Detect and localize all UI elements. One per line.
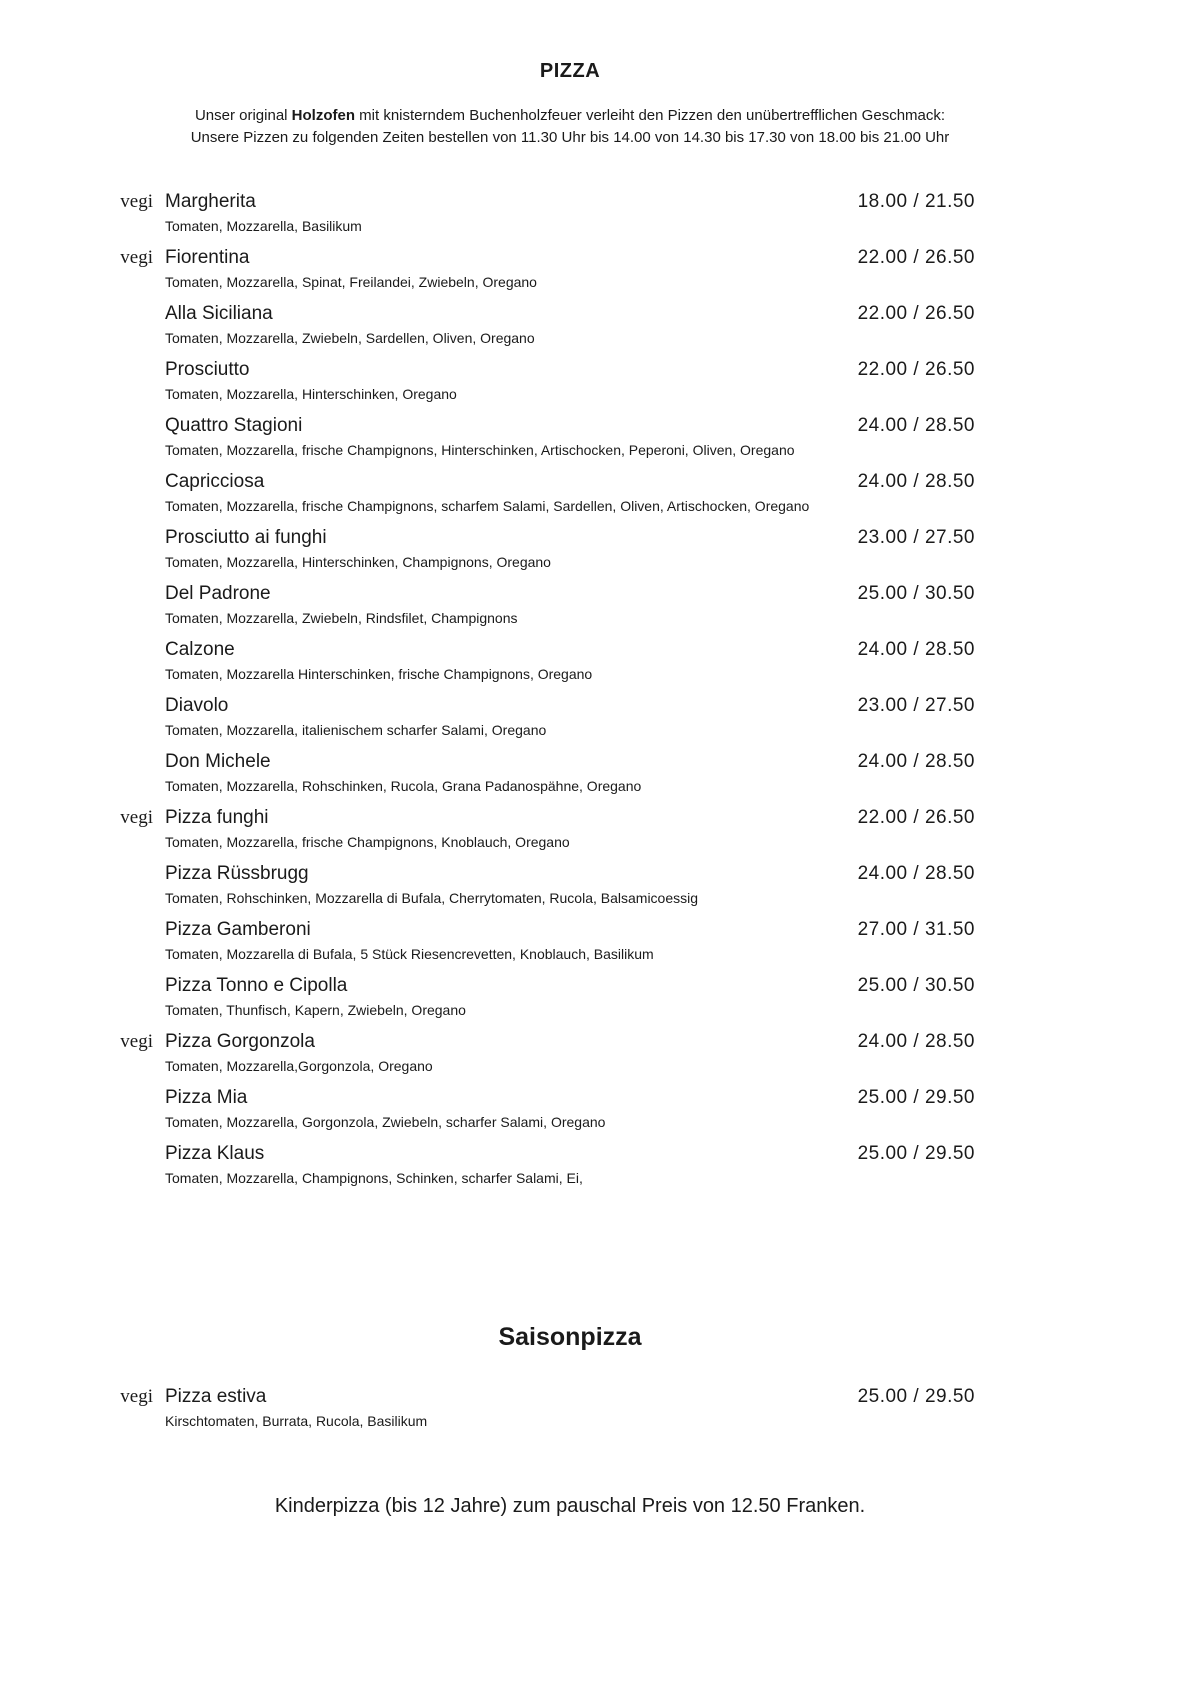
item-header-row: [165, 861, 975, 887]
item-name: Del Padrone: [165, 583, 271, 604]
item-price: 22.00 / 26.50: [857, 359, 975, 380]
item-price: 22.00 / 26.50: [857, 303, 975, 324]
item-header-row: [165, 973, 975, 999]
item-name: Pizza estiva: [165, 1386, 267, 1407]
item-ingredients: Tomaten, Mozzarella, italienischem scharfer Salami, Oregano: [165, 722, 547, 738]
item-ingredients: Tomaten, Mozzarella, Gorgonzola, Zwiebeln, scharfer Salami, Oregano: [165, 1114, 606, 1130]
menu-item: [120, 1384, 975, 1430]
item-ingredients: Tomaten, Mozzarella Hinterschinken, frische Champignons, Oregano: [165, 666, 593, 682]
item-header-row: [165, 693, 975, 719]
item-ingredients: Tomaten, Mozzarella, Zwiebeln, Sardellen, Oliven, Oregano: [165, 330, 535, 346]
item-header-row: [165, 525, 975, 551]
menu-item: [165, 637, 975, 683]
menu-item: [165, 693, 975, 739]
menu-item: [165, 917, 975, 963]
item-header-row: [165, 1384, 975, 1410]
item-ingredients: Tomaten, Mozzarella, Rohschinken, Rucola, Grana Padanospähne, Oregano: [165, 778, 642, 794]
menu-item: [120, 1029, 975, 1075]
menu-item: [165, 749, 975, 795]
intro-line-1: [165, 105, 975, 127]
item-header-row: [165, 917, 975, 943]
pizza-list: [120, 189, 975, 1187]
menu-item: [165, 581, 975, 627]
item-header-row: [165, 1029, 975, 1055]
item-price: 25.00 / 29.50: [857, 1386, 975, 1407]
menu-item: [165, 1085, 975, 1131]
item-header-row: [165, 1085, 975, 1111]
item-name: Pizza Gorgonzola: [165, 1031, 315, 1052]
item-price: 24.00 / 28.50: [857, 639, 975, 660]
item-name: Prosciutto: [165, 359, 250, 380]
item-header-row: [165, 245, 975, 271]
menu-item: [165, 525, 975, 571]
season-pizza-list: [120, 1384, 975, 1430]
item-price: 24.00 / 28.50: [857, 471, 975, 492]
item-ingredients: Tomaten, Mozzarella, frische Champignons, Knoblauch, Oregano: [165, 834, 570, 850]
season-heading: Saisonpizza: [498, 1323, 642, 1351]
item-price: 23.00 / 27.50: [857, 527, 975, 548]
item-ingredients: Tomaten, Mozzarella, frische Champignons, Hinterschinken, Artischocken, Peperoni, Oliven, Oregano: [165, 442, 795, 458]
item-price: 18.00 / 21.50: [857, 191, 975, 212]
item-name: Pizza Gamberoni: [165, 919, 311, 940]
item-ingredients: Tomaten, Mozzarella, Hinterschinken, Oregano: [165, 386, 457, 402]
menu-item: [165, 1141, 975, 1187]
intro-text: [165, 105, 975, 149]
menu-item: [165, 469, 975, 515]
item-ingredients: Tomaten, Mozzarella,Gorgonzola, Oregano: [165, 1058, 433, 1074]
item-ingredients: Tomaten, Mozzarella, Spinat, Freilandei, Zwiebeln, Oregano: [165, 274, 537, 290]
menu-item: [120, 189, 975, 235]
item-name: Pizza funghi: [165, 807, 269, 828]
menu-item: [165, 861, 975, 907]
item-name: Diavolo: [165, 695, 229, 716]
item-ingredients: Tomaten, Mozzarella di Bufala, 5 Stück Riesencrevetten, Knoblauch, Basilikum: [165, 946, 654, 962]
item-name: Pizza Rüssbrugg: [165, 863, 309, 884]
item-name: Pizza Mia: [165, 1087, 248, 1108]
item-price: 24.00 / 28.50: [857, 415, 975, 436]
item-ingredients: Tomaten, Mozzarella, Champignons, Schinken, scharfer Salami, Ei,: [165, 1170, 583, 1186]
intro-line-1-post: mit knisterndem Buchenholzfeuer verleiht den Pizzen den unübertrefflichen Geschmack:: [355, 107, 946, 124]
item-price: 23.00 / 27.50: [857, 695, 975, 716]
intro-line-1-pre: Unser original: [194, 107, 292, 124]
item-name: Capricciosa: [165, 471, 265, 492]
item-ingredients: Tomaten, Mozzarella, Zwiebeln, Rindsfilet, Champignons: [165, 610, 518, 626]
item-name: Pizza Klaus: [165, 1143, 265, 1164]
item-price: 25.00 / 29.50: [857, 1087, 975, 1108]
item-name: Prosciutto ai funghi: [165, 527, 327, 548]
page-title: PIZZA: [539, 60, 601, 82]
vegi-label: vegi: [120, 247, 153, 268]
item-price: 24.00 / 28.50: [857, 1031, 975, 1052]
item-header-row: [165, 413, 975, 439]
item-header-row: [165, 1141, 975, 1167]
kids-pizza-note: Kinderpizza (bis 12 Jahre) zum pauschal Preis von 12.50 Franken.: [274, 1495, 866, 1517]
menu-item: [165, 413, 975, 459]
menu-item: [120, 805, 975, 851]
item-header-row: [165, 469, 975, 495]
item-ingredients: Tomaten, Mozzarella, frische Champignons, scharfem Salami, Sardellen, Oliven, Artischocken, Oregano: [165, 498, 810, 514]
item-name: Pizza Tonno e Cipolla: [165, 975, 348, 996]
intro-line-1-bold: Holzofen: [291, 107, 355, 124]
vegi-label: vegi: [120, 191, 153, 212]
item-ingredients: Tomaten, Thunfisch, Kapern, Zwiebeln, Oregano: [165, 1002, 466, 1018]
item-name: Calzone: [165, 639, 235, 660]
item-price: 24.00 / 28.50: [857, 863, 975, 884]
item-name: Quattro Stagioni: [165, 415, 303, 436]
item-header-row: [165, 301, 975, 327]
item-name: Don Michele: [165, 751, 271, 772]
vegi-label: vegi: [120, 1386, 153, 1407]
item-price: 25.00 / 29.50: [857, 1143, 975, 1164]
menu-item: [165, 301, 975, 347]
item-name: Margherita: [165, 191, 256, 212]
vegi-label: vegi: [120, 1031, 153, 1052]
item-price: 22.00 / 26.50: [857, 807, 975, 828]
menu-page: [120, 0, 975, 1520]
item-ingredients: Kirschtomaten, Burrata, Rucola, Basilikum: [165, 1413, 428, 1429]
item-header-row: [165, 581, 975, 607]
item-price: 25.00 / 30.50: [857, 583, 975, 604]
item-price: 27.00 / 31.50: [857, 919, 975, 940]
item-price: 22.00 / 26.50: [857, 247, 975, 268]
menu-item: [165, 973, 975, 1019]
item-ingredients: Tomaten, Rohschinken, Mozzarella di Bufala, Cherrytomaten, Rucola, Balsamicoessig: [165, 890, 699, 906]
intro-line-2: Unsere Pizzen zu folgenden Zeiten bestellen von 11.30 Uhr bis 14.00 von 14.30 bis 17.30 von 18.00 bis 21.00 Uhr: [190, 129, 950, 146]
item-ingredients: Tomaten, Mozzarella, Basilikum: [165, 218, 362, 234]
item-header-row: [165, 357, 975, 383]
item-price: 25.00 / 30.50: [857, 975, 975, 996]
item-name: Alla Siciliana: [165, 303, 273, 324]
item-header-row: [165, 189, 975, 215]
item-header-row: [165, 749, 975, 775]
menu-item: [165, 357, 975, 403]
item-header-row: [165, 637, 975, 663]
item-name: Fiorentina: [165, 247, 250, 268]
vegi-label: vegi: [120, 807, 153, 828]
item-price: 24.00 / 28.50: [857, 751, 975, 772]
item-header-row: [165, 805, 975, 831]
item-ingredients: Tomaten, Mozzarella, Hinterschinken, Champignons, Oregano: [165, 554, 551, 570]
menu-item: [120, 245, 975, 291]
